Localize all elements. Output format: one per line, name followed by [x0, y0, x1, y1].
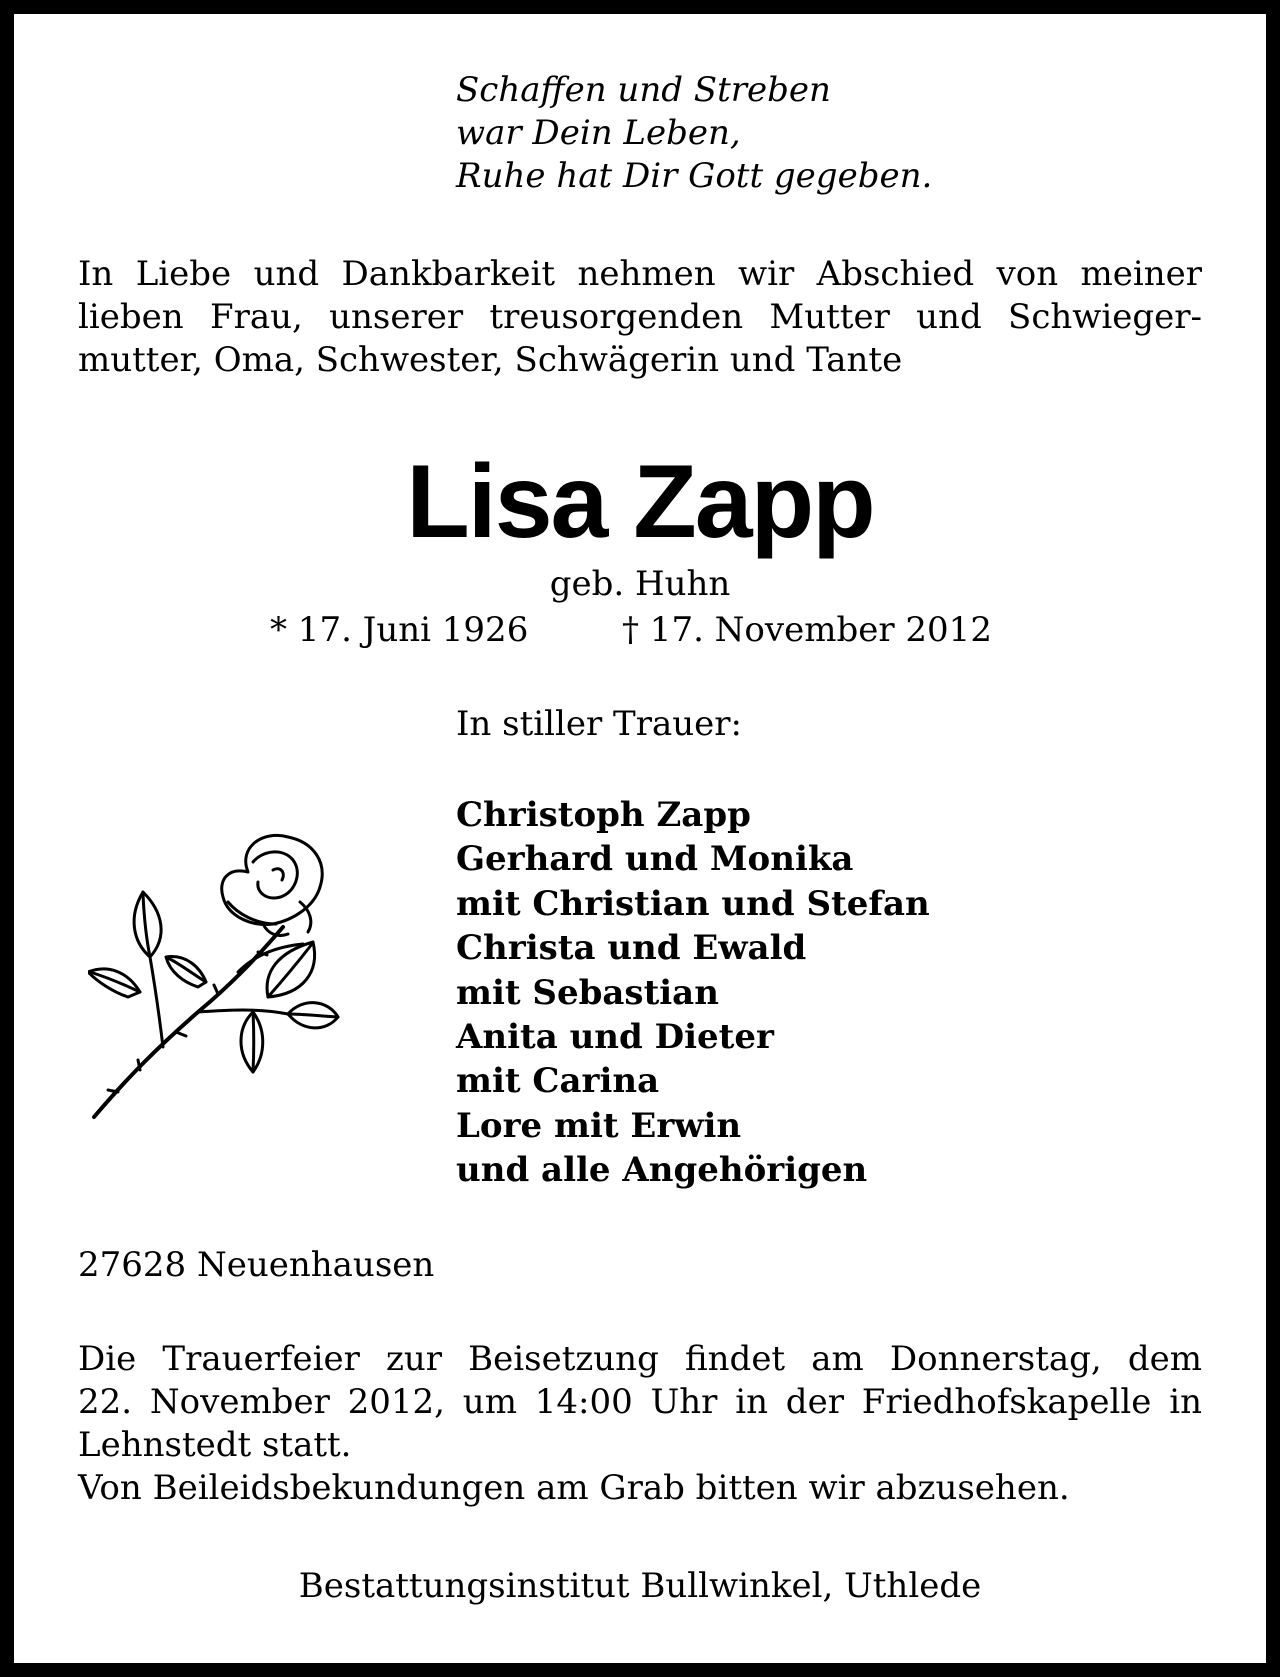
- ceremony-paragraph: [78, 1338, 1202, 1510]
- ceremony-line: Von Beileidsbekundungen am Grab bitten wir abzusehen.: [78, 1468, 1070, 1508]
- intro-line: lieben Frau, unserer treusorgenden Mutter und Schwieger-: [78, 297, 1202, 337]
- motto-line: Ruhe hat Dir Gott gegeben.: [456, 156, 933, 196]
- deceased-name: Lisa Zapp: [406, 444, 874, 560]
- list-item: Gerhard und Monika: [456, 839, 854, 880]
- death-date: † 17. November 2012: [622, 610, 992, 650]
- motto-verse: [456, 69, 932, 198]
- intro-paragraph: [78, 253, 1202, 382]
- list-item: Lore mit Erwin: [456, 1105, 742, 1146]
- list-item: Christa und Ewald: [456, 928, 807, 969]
- ceremony-line: Die Trauerfeier zur Beisetzung findet am Donnerstag, dem: [78, 1339, 1202, 1379]
- list-item: Anita und Dieter: [456, 1017, 774, 1058]
- maiden-name: geb. Huhn: [549, 564, 731, 604]
- mourners-list: [456, 793, 930, 1193]
- list-item: mit Carina: [456, 1061, 660, 1102]
- rose-icon: [88, 832, 353, 1132]
- intro-line: mutter, Oma, Schwester, Schwägerin und Tante: [78, 340, 903, 380]
- ceremony-line: Lehnstedt statt.: [78, 1425, 352, 1465]
- list-item: mit Christian und Stefan: [456, 883, 930, 924]
- place-line: 27628 Neuenhausen: [78, 1245, 435, 1285]
- list-item: Christoph Zapp: [456, 795, 751, 835]
- list-item: und alle Angehörigen: [456, 1150, 868, 1191]
- birth-date: * 17. Juni 1926: [270, 610, 529, 650]
- ceremony-line: 22. November 2012, um 14:00 Uhr in der Friedhofskapelle in: [78, 1382, 1202, 1422]
- list-item: mit Sebastian: [456, 972, 719, 1013]
- mourners-heading: In stiller Trauer:: [456, 704, 742, 744]
- intro-line: In Liebe und Dankbarkeit nehmen wir Abschied von meiner: [78, 254, 1202, 294]
- motto-line: war Dein Leben,: [456, 113, 741, 153]
- motto-line: Schaffen und Streben: [456, 70, 831, 110]
- undertaker-line: Bestattungsinstitut Bullwinkel, Uthlede: [298, 1566, 982, 1606]
